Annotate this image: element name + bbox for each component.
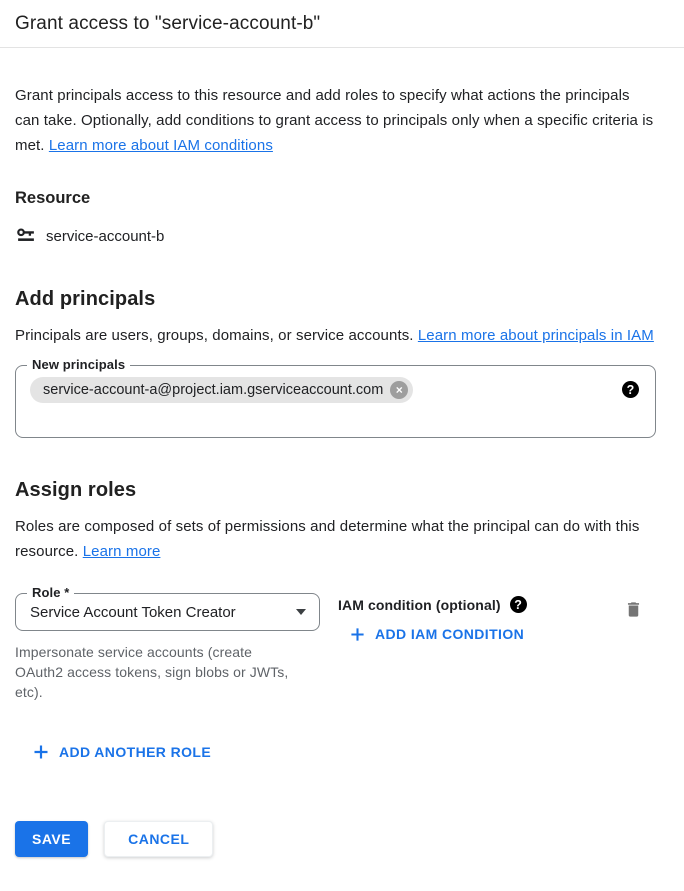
- role-select-value: Service Account Token Creator: [30, 603, 236, 621]
- assign-roles-heading: Assign roles: [15, 479, 137, 501]
- plus-icon: [350, 627, 365, 642]
- roles-description: [15, 514, 656, 564]
- roles-learn-more-link[interactable]: Learn more: [82, 543, 161, 560]
- role-select-label: Role *: [27, 585, 74, 600]
- cancel-button[interactable]: CANCEL: [104, 821, 213, 857]
- add-principals-heading: Add principals: [15, 288, 156, 310]
- new-principals-label: New principals: [27, 357, 130, 372]
- iam-condition-column: [338, 593, 624, 647]
- add-iam-condition-button[interactable]: [350, 626, 524, 642]
- add-another-role-label: ADD ANOTHER ROLE: [59, 744, 212, 760]
- iam-condition-label: IAM condition (optional): [338, 596, 501, 613]
- roles-description-text: Roles are composed of sets of permissions and determine what the principal can do with this resource.: [15, 518, 640, 560]
- save-button[interactable]: SAVE: [15, 821, 88, 857]
- role-select[interactable]: [15, 585, 320, 631]
- resource-name: service-account-b: [46, 227, 165, 245]
- resource-row: [15, 225, 656, 247]
- dialog-header: [0, 0, 684, 48]
- intro-text: Grant principals access to this resource and add roles to specify what actions the principals can take. Optionally, add conditions to grant access to principals only when a specific criteria is met.: [15, 87, 654, 154]
- role-description: Impersonate service accounts (create OAuth2 access tokens, sign blobs or JWTs, etc).: [15, 644, 289, 700]
- dialog-actions: [15, 821, 656, 857]
- delete-role-button[interactable]: [624, 599, 643, 620]
- principal-chip: [30, 377, 413, 403]
- role-row: [15, 585, 656, 702]
- iam-condition-help-icon[interactable]: ?: [510, 596, 527, 613]
- delete-role-column: [624, 593, 656, 625]
- principal-chip-value: service-account-a@project.iam.gserviceaccount.com: [43, 382, 384, 398]
- dialog-body: [0, 83, 684, 857]
- trash-icon: [624, 599, 643, 620]
- new-principals-field[interactable]: [15, 357, 656, 438]
- chevron-down-icon: [296, 609, 306, 615]
- add-another-role-button[interactable]: [33, 744, 211, 760]
- iam-condition-label-row: [338, 593, 624, 613]
- chip-remove-icon[interactable]: ×: [390, 381, 408, 399]
- principals-help-icon[interactable]: ?: [622, 381, 639, 398]
- principals-learn-more-link[interactable]: Learn more about principals in IAM: [417, 327, 654, 344]
- dialog-title: Grant access to "service-account-b": [15, 13, 321, 34]
- service-account-icon: [15, 225, 37, 247]
- plus-icon: [33, 744, 49, 760]
- principals-description-text: Principals are users, groups, domains, or service accounts.: [15, 327, 414, 344]
- intro-paragraph: [15, 83, 656, 158]
- add-iam-condition-label: ADD IAM CONDITION: [375, 626, 525, 642]
- principals-description: [15, 323, 656, 348]
- resource-heading: Resource: [15, 189, 91, 207]
- iam-conditions-link[interactable]: Learn more about IAM conditions: [48, 137, 273, 154]
- role-column: [15, 585, 320, 702]
